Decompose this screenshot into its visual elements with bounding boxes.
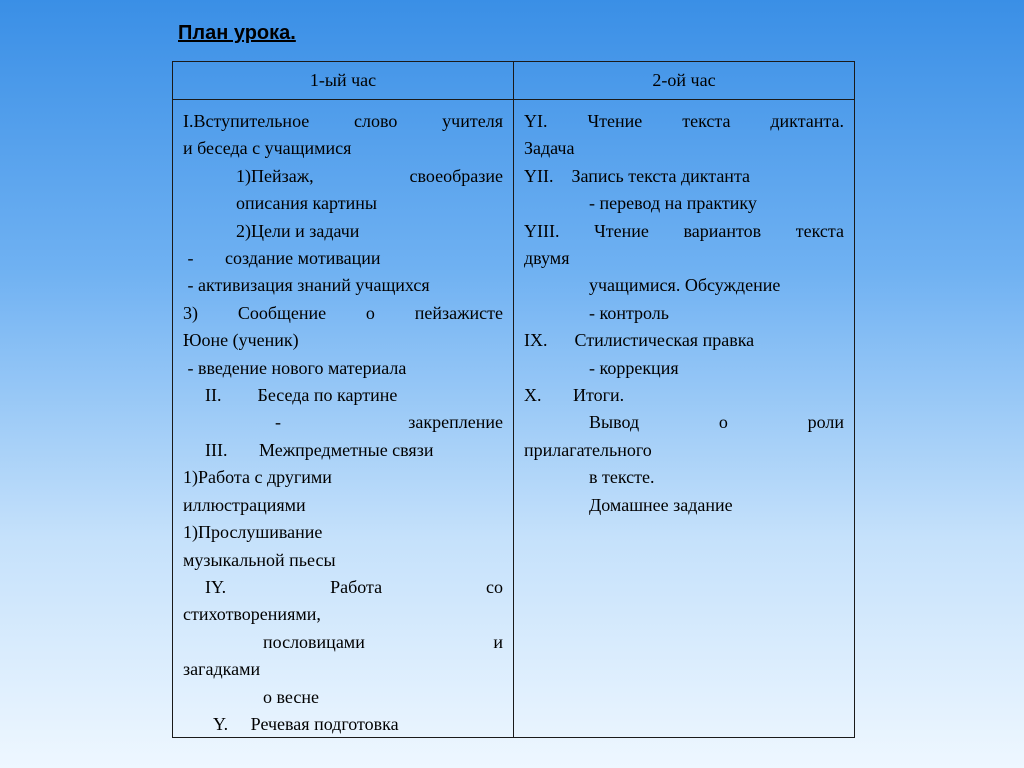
plan-line: 1)Прослушивание xyxy=(183,522,323,543)
plan-line: Задача xyxy=(524,138,575,159)
plan-word: вариантов xyxy=(683,220,762,241)
plan-word: Чтение xyxy=(594,220,649,241)
plan-word: пословицами xyxy=(263,631,365,652)
plan-line xyxy=(183,108,503,135)
column-header-hour-1: 1-ый час xyxy=(173,62,514,100)
plan-line: о весне xyxy=(263,686,319,707)
plan-line: Юоне (ученик) xyxy=(183,330,299,351)
column-header-hour-2: 2-ой час xyxy=(514,62,854,100)
plan-line: - введение нового материала xyxy=(183,357,407,378)
plan-word: Сообщение xyxy=(237,302,327,323)
plan-line: YII. Запись текста диктанта xyxy=(524,165,751,186)
plan-line: Y. Речевая подготовка xyxy=(213,713,399,734)
plan-word: со xyxy=(486,576,503,597)
plan-line: IX. Стилистическая правка xyxy=(524,330,755,351)
plan-line: учащимися. Обсуждение xyxy=(589,275,781,296)
plan-word: I.Вступительное xyxy=(183,111,310,131)
plan-word: текста xyxy=(795,220,844,241)
plan-word: пейзажисте xyxy=(414,302,503,323)
plan-word: Чтение xyxy=(587,111,643,131)
plan-line: музыкальной пьесы xyxy=(183,549,336,570)
plan-word: - xyxy=(275,412,281,433)
plan-word: YI. xyxy=(524,111,548,131)
plan-word: YIII. xyxy=(524,220,560,241)
plan-word: 3) xyxy=(183,302,198,323)
plan-line: иллюстрациями xyxy=(183,494,306,515)
hour-2-plan-cell xyxy=(514,100,854,738)
plan-word: 1)Пейзаж, xyxy=(236,165,314,186)
plan-line xyxy=(183,300,503,327)
plan-word: IY. xyxy=(205,576,227,597)
plan-line: X. Итоги. xyxy=(524,385,625,406)
plan-line xyxy=(183,629,503,656)
plan-line: загадками xyxy=(183,659,261,680)
plan-word: текста xyxy=(682,111,731,131)
plan-word: диктанта. xyxy=(770,111,844,131)
plan-line xyxy=(524,108,844,135)
plan-line: Домашнее задание xyxy=(589,494,733,515)
plan-line: III. Межпредметные связи xyxy=(205,439,434,460)
plan-word: закрепление xyxy=(408,412,503,433)
plan-line xyxy=(183,574,503,601)
plan-word: о xyxy=(718,412,728,433)
plan-word: Вывод xyxy=(589,412,640,433)
plan-line: стихотворениями, xyxy=(183,604,321,625)
plan-line: - активизация знаний учащихся xyxy=(183,275,430,296)
plan-word: слово xyxy=(354,111,398,131)
plan-word: учителя xyxy=(442,111,503,131)
plan-line xyxy=(524,409,844,436)
plan-line: и беседа с учащимися xyxy=(183,138,352,159)
plan-line: - контроль xyxy=(589,302,669,323)
slide-title: План урока. xyxy=(178,22,296,44)
plan-line: II. Беседа по картине xyxy=(205,385,398,406)
lesson-plan-table xyxy=(172,61,855,738)
plan-word: о xyxy=(365,302,375,323)
plan-line: описания картины xyxy=(236,193,377,214)
plan-line: 2)Цели и задачи xyxy=(236,220,360,241)
plan-line: - создание мотивации xyxy=(183,248,381,269)
plan-line: 1)Работа с другими xyxy=(183,467,332,488)
plan-line xyxy=(183,163,503,190)
plan-line: - перевод на практику xyxy=(589,193,757,214)
plan-word: и xyxy=(493,631,503,652)
plan-line: двумя xyxy=(524,248,570,269)
plan-line: в тексте. xyxy=(589,467,655,488)
plan-line: - коррекция xyxy=(589,357,679,378)
plan-word: Работа xyxy=(330,576,383,597)
plan-word: роли xyxy=(807,412,844,433)
plan-word: своеобразие xyxy=(409,165,503,186)
plan-line xyxy=(183,409,503,436)
plan-line: прилагательного xyxy=(524,439,652,460)
plan-line xyxy=(524,218,844,245)
hour-1-plan-cell xyxy=(173,100,514,738)
